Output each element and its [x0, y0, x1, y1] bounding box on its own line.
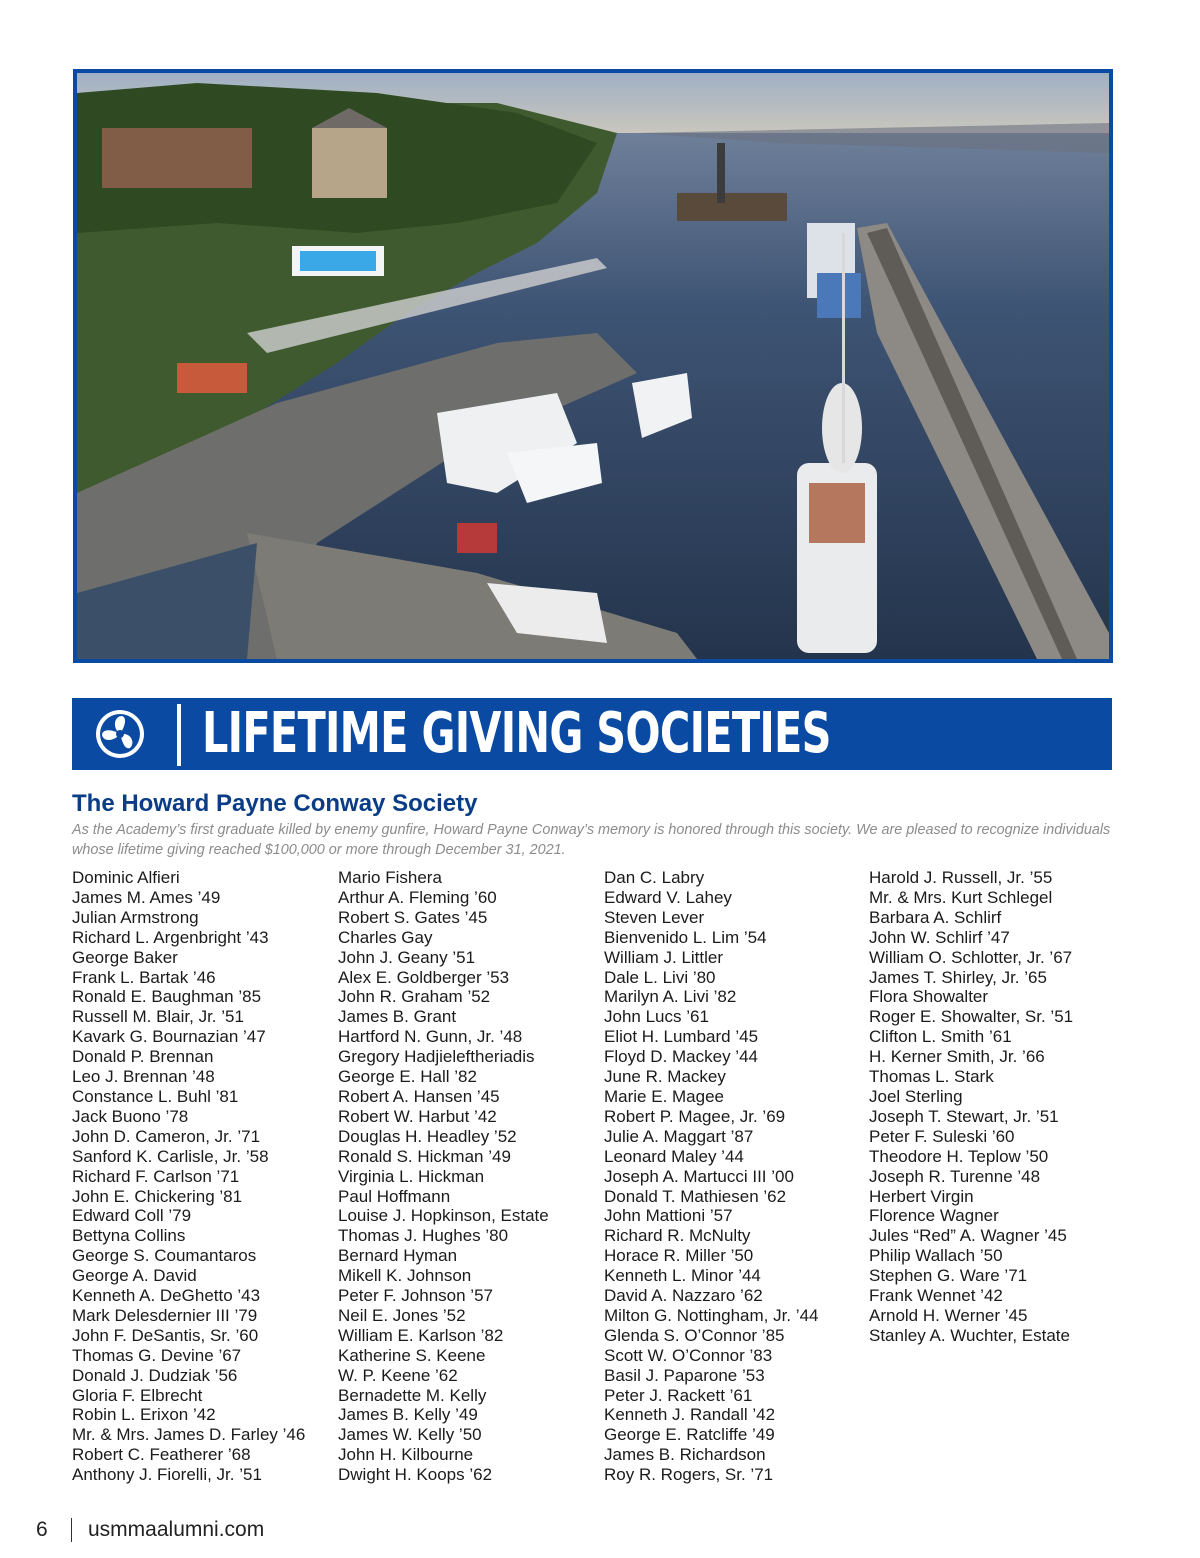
donor-name: Jack Buono ’78 — [72, 1106, 189, 1126]
donor-name: Russell M. Blair, Jr. ’51 — [72, 1007, 244, 1027]
donor-name: Herbert Virgin — [869, 1186, 974, 1206]
society-title: The Howard Payne Conway Society — [72, 790, 478, 817]
donor-name: Constance L. Buhl ’81 — [72, 1086, 239, 1106]
donor-name: Frank Wennet ’42 — [869, 1286, 1003, 1306]
donor-name: Leonard Maley ’44 — [604, 1146, 744, 1166]
donor-name: William E. Karlson ’82 — [338, 1325, 504, 1345]
donor-name: Mikell K. Johnson — [338, 1266, 472, 1286]
section-banner — [72, 698, 1112, 770]
donor-name: Stephen G. Ware ’71 — [869, 1266, 1028, 1286]
donor-name: Katherine S. Keene — [338, 1345, 486, 1365]
donor-name: Clifton L. Smith ’61 — [869, 1027, 1012, 1047]
donor-name: John Lucs ’61 — [604, 1007, 709, 1027]
donor-name: Philip Wallach ’50 — [869, 1246, 1003, 1266]
donor-name: Jules “Red” A. Wagner ’45 — [869, 1226, 1067, 1246]
donor-name: Thomas L. Stark — [869, 1067, 994, 1087]
donor-name: June R. Mackey — [604, 1067, 726, 1087]
footer-site-url: usmmaalumni.com — [88, 1518, 265, 1541]
donor-name: Robert S. Gates ’45 — [338, 907, 488, 927]
donor-name: George Baker — [72, 947, 178, 967]
donor-name: Bettyna Collins — [72, 1226, 186, 1246]
donor-name: Harold J. Russell, Jr. ’55 — [869, 868, 1053, 887]
donor-name: Joseph A. Martucci III ’00 — [604, 1166, 794, 1186]
aerial-marina-image — [77, 73, 1109, 659]
donor-name: James M. Ames ’49 — [72, 887, 221, 907]
donor-name: Dan C. Labry — [604, 868, 705, 887]
donor-name: John H. Kilbourne — [338, 1445, 474, 1465]
donor-name: Mr. & Mrs. Kurt Schlegel — [869, 887, 1053, 907]
donor-name: Glenda S. O’Connor ’85 — [604, 1325, 785, 1345]
donor-name: Scott W. O’Connor ’83 — [604, 1345, 773, 1365]
donor-name: John F. DeSantis, Sr. ’60 — [72, 1325, 259, 1345]
donor-name: Joel Sterling — [869, 1086, 963, 1106]
donor-name: Mark Delesdernier III ’79 — [72, 1305, 258, 1325]
donor-column-2 — [338, 868, 600, 1485]
donor-name: Joseph R. Turenne ’48 — [869, 1166, 1041, 1186]
donor-name: George S. Coumantaros — [72, 1246, 257, 1266]
donor-name: Basil J. Paparone ’53 — [604, 1365, 765, 1385]
donor-name: Mario Fishera — [338, 868, 442, 887]
donor-name: William J. Littler — [604, 947, 724, 967]
donor-name: James B. Grant — [338, 1007, 457, 1027]
donor-name: Flora Showalter — [869, 987, 989, 1007]
donor-name: Douglas H. Headley ’52 — [338, 1126, 517, 1146]
donor-name: Arnold H. Werner ’45 — [869, 1305, 1028, 1325]
donor-name: Stanley A. Wuchter, Estate — [869, 1325, 1070, 1345]
donor-name: James B. Kelly ’49 — [338, 1405, 478, 1425]
donor-name: Thomas J. Hughes ’80 — [338, 1226, 509, 1246]
donor-name: Peter F. Johnson ’57 — [338, 1286, 493, 1306]
donor-name: David A. Nazzaro ’62 — [604, 1286, 763, 1306]
donor-name: Barbara A. Schlirf — [869, 907, 1002, 927]
donor-name: Edward Coll ’79 — [72, 1206, 192, 1226]
donor-name: Eliot H. Lumbard ’45 — [604, 1027, 759, 1047]
donor-name: George A. David — [72, 1266, 197, 1286]
donor-name: Peter J. Rackett ’61 — [604, 1385, 753, 1405]
donor-name: Richard L. Argenbright ’43 — [72, 927, 269, 947]
waterfront-marina-photo — [73, 69, 1113, 663]
donor-name: Robin L. Erixon ’42 — [72, 1405, 216, 1425]
donor-name: Louise J. Hopkinson, Estate — [338, 1206, 549, 1226]
donor-name: James T. Shirley, Jr. ’65 — [869, 967, 1047, 987]
donor-name: Theodore H. Teplow ’50 — [869, 1146, 1049, 1166]
donor-name: Robert C. Featherer ’68 — [72, 1445, 251, 1465]
donor-name: Donald T. Mathiesen ’62 — [604, 1186, 787, 1206]
donor-name: Frank L. Bartak ’46 — [72, 967, 216, 987]
donor-name: H. Kerner Smith, Jr. ’66 — [869, 1047, 1045, 1067]
donor-name: Virginia L. Hickman — [338, 1166, 485, 1186]
donor-name: Thomas G. Devine ’67 — [72, 1345, 242, 1365]
donor-name: Julian Armstrong — [72, 907, 199, 927]
donor-name: William O. Schlotter, Jr. ’67 — [869, 947, 1073, 967]
donor-name: Donald J. Dudziak ’56 — [72, 1365, 238, 1385]
society-description: As the Academy’s first graduate killed by enemy gunfire, Howard Payne Conway’s memory is honored through this society. We are pleased to recognize individuals whose lifetime giving reached $100,000 or more through December 31, 2021. — [72, 822, 1111, 858]
donor-name: Hartford N. Gunn, Jr. ’48 — [338, 1027, 523, 1047]
donor-name: Marilyn A. Livi ’82 — [604, 987, 737, 1007]
donor-name: Floyd D. Mackey ’44 — [604, 1047, 758, 1067]
donor-name: Ronald S. Hickman ’49 — [338, 1146, 511, 1166]
donor-name: Charles Gay — [338, 927, 433, 947]
donor-name: Kenneth A. DeGhetto ’43 — [72, 1286, 261, 1306]
donor-name: Arthur A. Fleming ’60 — [338, 887, 497, 907]
donor-name: Edward V. Lahey — [604, 887, 732, 907]
donor-name: Alex E. Goldberger ’53 — [338, 967, 510, 987]
donor-name: Gloria F. Elbrecht — [72, 1385, 203, 1405]
donor-name: Donald P. Brennan — [72, 1047, 214, 1067]
footer-divider — [71, 1518, 72, 1542]
donor-name: John J. Geany ’51 — [338, 947, 476, 967]
propeller-logo-icon — [94, 708, 146, 760]
donor-name: George E. Hall ’82 — [338, 1067, 477, 1087]
donor-name: Robert W. Harbut ’42 — [338, 1106, 497, 1126]
donor-name: James W. Kelly ’50 — [338, 1425, 482, 1445]
donor-name: Roy R. Rogers, Sr. ’71 — [604, 1465, 774, 1485]
donor-name: Gregory Hadjieleftheriadis — [338, 1047, 535, 1067]
donor-name: Dale L. Livi ’80 — [604, 967, 716, 987]
donor-name: Bernadette M. Kelly — [338, 1385, 487, 1405]
donor-name: Richard F. Carlson ’71 — [72, 1166, 240, 1186]
donor-name: Richard R. McNulty — [604, 1226, 751, 1246]
donor-name: Bienvenido L. Lim ’54 — [604, 927, 767, 947]
donor-name: W. P. Keene ’62 — [338, 1365, 458, 1385]
donor-name: John D. Cameron, Jr. ’71 — [72, 1126, 261, 1146]
donor-column-3 — [604, 868, 866, 1485]
donor-name: John R. Graham ’52 — [338, 987, 491, 1007]
donor-name: Roger E. Showalter, Sr. ’51 — [869, 1007, 1074, 1027]
donor-name: Peter F. Suleski ’60 — [869, 1126, 1015, 1146]
donor-name: Kenneth J. Randall ’42 — [604, 1405, 776, 1425]
donor-column-4 — [869, 868, 1131, 1346]
donor-name: Leo J. Brennan ’48 — [72, 1067, 215, 1087]
donor-name: Sanford K. Carlisle, Jr. ’58 — [72, 1146, 269, 1166]
donor-column-1 — [72, 868, 334, 1485]
donor-name: Florence Wagner — [869, 1206, 999, 1226]
donor-name: John E. Chickering ’81 — [72, 1186, 243, 1206]
donor-name: Paul Hoffmann — [338, 1186, 451, 1206]
donor-name: Dominic Alfieri — [72, 868, 180, 887]
donor-name: Bernard Hyman — [338, 1246, 458, 1266]
donor-name: Robert A. Hansen ’45 — [338, 1086, 500, 1106]
donor-name: Anthony J. Fiorelli, Jr. ’51 — [72, 1465, 262, 1485]
banner-title: LIFETIME GIVING SOCIETIES — [202, 701, 831, 766]
donor-name: Horace R. Miller ’50 — [604, 1246, 754, 1266]
donor-name: Julie A. Maggart ’87 — [604, 1126, 754, 1146]
donor-name: Kenneth L. Minor ’44 — [604, 1266, 761, 1286]
page-number: 6 — [36, 1518, 48, 1541]
donor-name: Mr. & Mrs. James D. Farley ’46 — [72, 1425, 306, 1445]
donor-name: Milton G. Nottingham, Jr. ’44 — [604, 1305, 819, 1325]
donor-name: Robert P. Magee, Jr. ’69 — [604, 1106, 786, 1126]
donor-name: James B. Richardson — [604, 1445, 766, 1465]
donor-name: Kavark G. Bournazian ’47 — [72, 1027, 266, 1047]
donor-name: Joseph T. Stewart, Jr. ’51 — [869, 1106, 1059, 1126]
banner-divider — [177, 704, 181, 766]
donor-name: Steven Lever — [604, 907, 705, 927]
donor-name: John Mattioni ’57 — [604, 1206, 733, 1226]
donor-name: Neil E. Jones ’52 — [338, 1305, 466, 1325]
donor-name: George E. Ratcliffe ’49 — [604, 1425, 775, 1445]
donor-name: Marie E. Magee — [604, 1086, 724, 1106]
donor-name: Dwight H. Koops ’62 — [338, 1465, 493, 1485]
donor-name: John W. Schlirf ’47 — [869, 927, 1010, 947]
donor-name: Ronald E. Baughman ’85 — [72, 987, 262, 1007]
